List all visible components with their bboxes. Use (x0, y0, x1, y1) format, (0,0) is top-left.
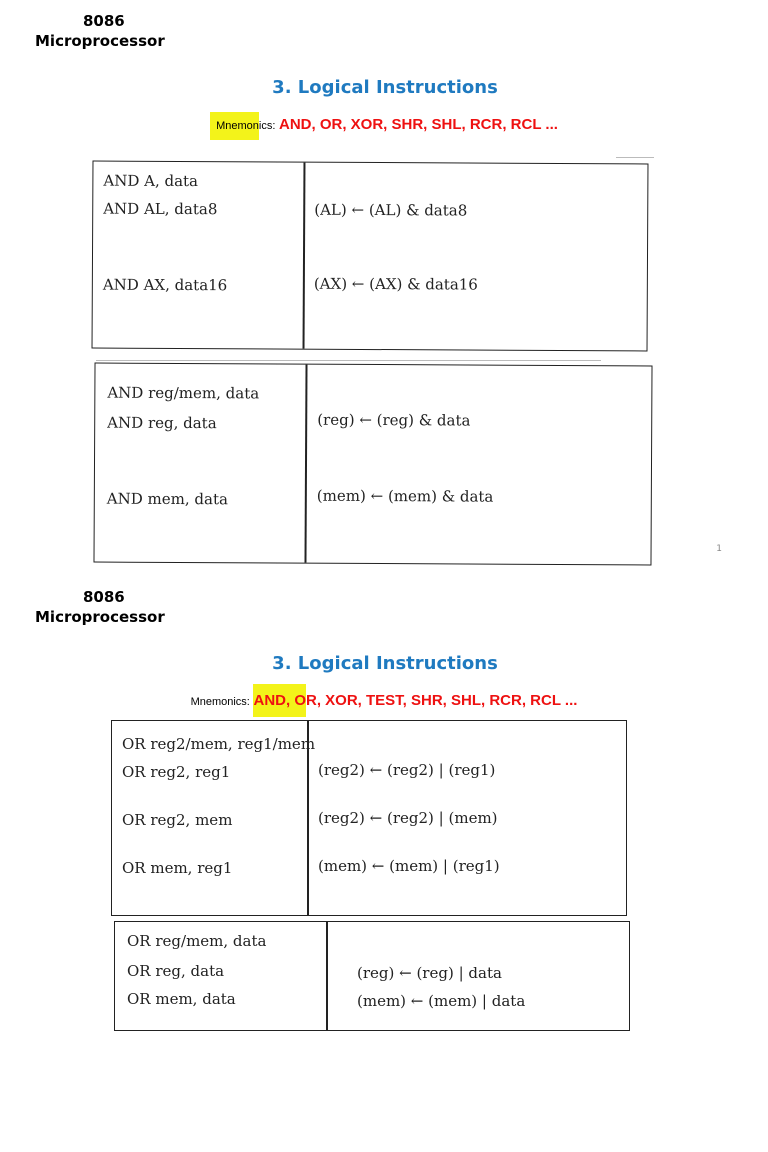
mnemonics-list: R, XOR, TEST, SHR, SHL, RCR, RCL ... (306, 692, 578, 709)
table-cell: AND reg/mem, data (107, 383, 260, 403)
scan-artifact (616, 157, 654, 158)
table-cell: (reg2) ← (reg2) | (reg1) (318, 761, 496, 779)
mnemonics-list: AND, OR, XOR, SHR, SHL, RCR, RCL ... (279, 116, 558, 133)
column-divider (303, 163, 305, 349)
table-cell: AND AL, data8 (103, 199, 218, 219)
header-line-2: Microprocessor (35, 32, 165, 50)
table-cell: (reg2) ← (reg2) | (mem) (318, 809, 498, 827)
table-cell: (mem) ← (mem) & data (316, 486, 494, 506)
header-line-2: Microprocessor (35, 608, 165, 626)
instruction-table-1 (92, 161, 649, 352)
mnemonics-highlight (253, 684, 306, 717)
table-cell: (AX) ← (AX) & data16 (313, 274, 478, 294)
slide-header (35, 587, 165, 627)
table-cell: OR mem, reg1 (122, 859, 233, 877)
column-divider (326, 922, 328, 1030)
table-cell: OR reg2, reg1 (122, 763, 231, 781)
table-cell: OR reg, data (127, 962, 225, 980)
label-rest: ics: (258, 120, 276, 132)
highlight-and: AND, (253, 692, 295, 709)
page-number: 1 (716, 544, 722, 554)
table-cell: AND reg, data (107, 413, 217, 433)
instruction-table-4 (114, 921, 630, 1031)
table-cell: AND mem, data (106, 489, 229, 509)
table-cell: OR mem, data (127, 990, 236, 1008)
header-line-1: 8086 (83, 588, 125, 606)
table-cell: AND AX, data16 (102, 275, 228, 295)
table-cell: (reg) ← (reg) & data (317, 410, 471, 430)
table-cell: OR reg/mem, data (127, 932, 267, 950)
mnemonics-label (210, 112, 275, 140)
slide-title: 3. Logical Instructions (272, 653, 498, 674)
slide-title: 3. Logical Instructions (272, 77, 498, 98)
table-cell: (mem) ← (mem) | (reg1) (318, 857, 500, 875)
table-cell: OR reg2, mem (122, 811, 233, 829)
slide-header (35, 11, 165, 51)
highlight-o: O (294, 692, 306, 709)
instruction-table-3 (111, 720, 627, 916)
slide-2 (0, 576, 768, 1152)
mnemonics-line (0, 116, 768, 133)
table-cell: AND A, data (103, 171, 199, 191)
mnemonics-label: Mnemonics: (190, 696, 250, 708)
label-highlight: Mnemon (210, 112, 259, 140)
column-divider (304, 365, 307, 563)
table-cell: (reg) ← (reg) | data (357, 964, 502, 982)
scan-artifact (96, 360, 601, 361)
instruction-table-2 (93, 363, 652, 566)
table-cell: (AL) ← (AL) & data8 (314, 200, 468, 220)
table-cell: (mem) ← (mem) | data (357, 992, 526, 1010)
header-line-1: 8086 (83, 12, 125, 30)
mnemonics-line (0, 692, 768, 709)
table-cell: OR reg2/mem, reg1/mem (122, 735, 316, 753)
